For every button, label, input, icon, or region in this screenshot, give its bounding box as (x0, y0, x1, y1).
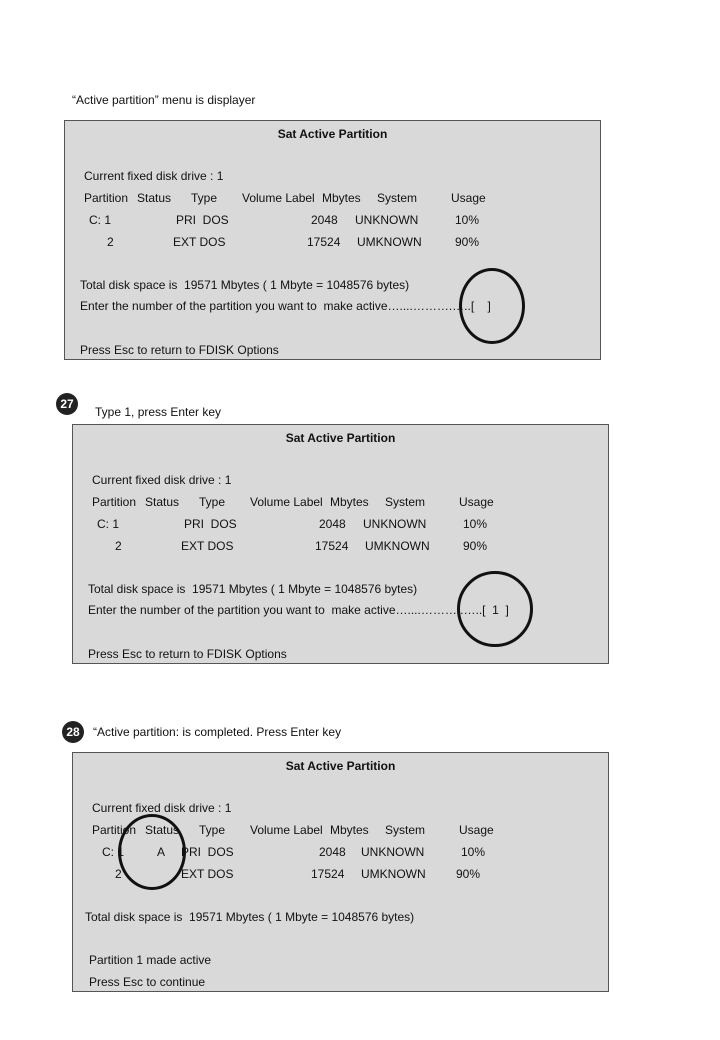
col-type: Type (199, 495, 226, 509)
col-volume-label: Volume Label (250, 823, 323, 837)
row1-usage: 10% (463, 517, 488, 531)
row2-system: UMKNOWN (365, 539, 430, 553)
col-mbytes: Mbytes (322, 191, 361, 205)
row1-partition: C: 1 (102, 845, 125, 859)
col-partition: Partition (92, 823, 137, 837)
row1-type: PRI DOS (176, 213, 229, 227)
screen-title: Sat Active Partition (285, 431, 396, 445)
col-volume-label: Volume Label (242, 191, 315, 205)
row1-mbytes: 2048 (311, 213, 338, 227)
row1-system: UNKNOWN (363, 517, 427, 531)
row2-partition: 2 (115, 867, 122, 881)
row1-partition: C: 1 (97, 517, 120, 531)
row1-usage: 10% (455, 213, 480, 227)
step-badge-28: 28 (62, 721, 84, 743)
step-26-caption: “Active partition” menu is displayer (72, 93, 256, 107)
enter-partition-prompt: Enter the number of the partition you want to make active…....………..…..[ 1 ] (88, 603, 509, 617)
col-system: System (385, 495, 426, 509)
row1-partition: C: 1 (89, 213, 112, 227)
row2-usage: 90% (456, 867, 481, 881)
screen-title: Sat Active Partition (285, 759, 396, 773)
row1-status: A (157, 845, 166, 859)
total-disk-line: Total disk space is 19571 Mbytes ( 1 Mbyte = 1048576 bytes) (80, 278, 410, 292)
col-partition: Partition (92, 495, 137, 509)
step-27-caption: Type 1, press Enter key (95, 405, 222, 419)
col-mbytes: Mbytes (330, 495, 369, 509)
esc-continue-line: Press Esc to continue (89, 975, 206, 989)
row2-mbytes: 17524 (311, 867, 345, 881)
row2-partition: 2 (107, 235, 114, 249)
col-volume-label: Volume Label (250, 495, 323, 509)
row1-mbytes: 2048 (319, 845, 346, 859)
col-status: Status (145, 495, 180, 509)
row1-system: UNKNOWN (355, 213, 419, 227)
total-disk-line: Total disk space is 19571 Mbytes ( 1 Mbyte = 1048576 bytes) (85, 910, 415, 924)
total-disk-line: Total disk space is 19571 Mbytes ( 1 Mbyte = 1048576 bytes) (88, 582, 418, 596)
highlight-circle (457, 571, 533, 647)
col-system: System (377, 191, 418, 205)
col-type: Type (199, 823, 226, 837)
step-28-caption: “Active partition: is completed. Press Enter key (93, 725, 342, 739)
drive-line: Current fixed disk drive : 1 (92, 473, 232, 487)
row2-usage: 90% (455, 235, 480, 249)
row1-usage: 10% (461, 845, 486, 859)
partition-made-active-line: Partition 1 made active (89, 953, 212, 967)
esc-return-line: Press Esc to return to FDISK Options (88, 647, 287, 661)
row2-type: EXT DOS (181, 867, 234, 881)
row2-system: UMKNOWN (361, 867, 426, 881)
highlight-circle (118, 814, 186, 890)
row2-usage: 90% (463, 539, 488, 553)
drive-line: Current fixed disk drive : 1 (92, 801, 232, 815)
col-status: Status (137, 191, 172, 205)
screen-title: Sat Active Partition (277, 127, 388, 141)
col-usage: Usage (451, 191, 486, 205)
col-usage: Usage (459, 823, 494, 837)
row2-mbytes: 17524 (307, 235, 341, 249)
col-usage: Usage (459, 495, 494, 509)
row1-type: PRI DOS (181, 845, 234, 859)
esc-return-line: Press Esc to return to FDISK Options (80, 343, 279, 357)
col-partition: Partition (84, 191, 129, 205)
row1-system: UNKNOWN (361, 845, 425, 859)
drive-line: Current fixed disk drive : 1 (84, 169, 224, 183)
col-status: Status (145, 823, 180, 837)
row1-mbytes: 2048 (319, 517, 346, 531)
row2-type: EXT DOS (181, 539, 234, 553)
row1-type: PRI DOS (184, 517, 237, 531)
enter-partition-prompt: Enter the number of the partition you want to make active…....……….…..[ ] (80, 299, 491, 313)
step-badge-27: 27 (56, 393, 78, 415)
col-system: System (385, 823, 426, 837)
row2-mbytes: 17524 (315, 539, 349, 553)
col-type: Type (191, 191, 218, 205)
fdisk-screen-2 (72, 424, 609, 664)
row2-partition: 2 (115, 539, 122, 553)
row2-type: EXT DOS (173, 235, 226, 249)
col-mbytes: Mbytes (330, 823, 369, 837)
row2-system: UMKNOWN (357, 235, 422, 249)
highlight-circle (459, 268, 525, 344)
